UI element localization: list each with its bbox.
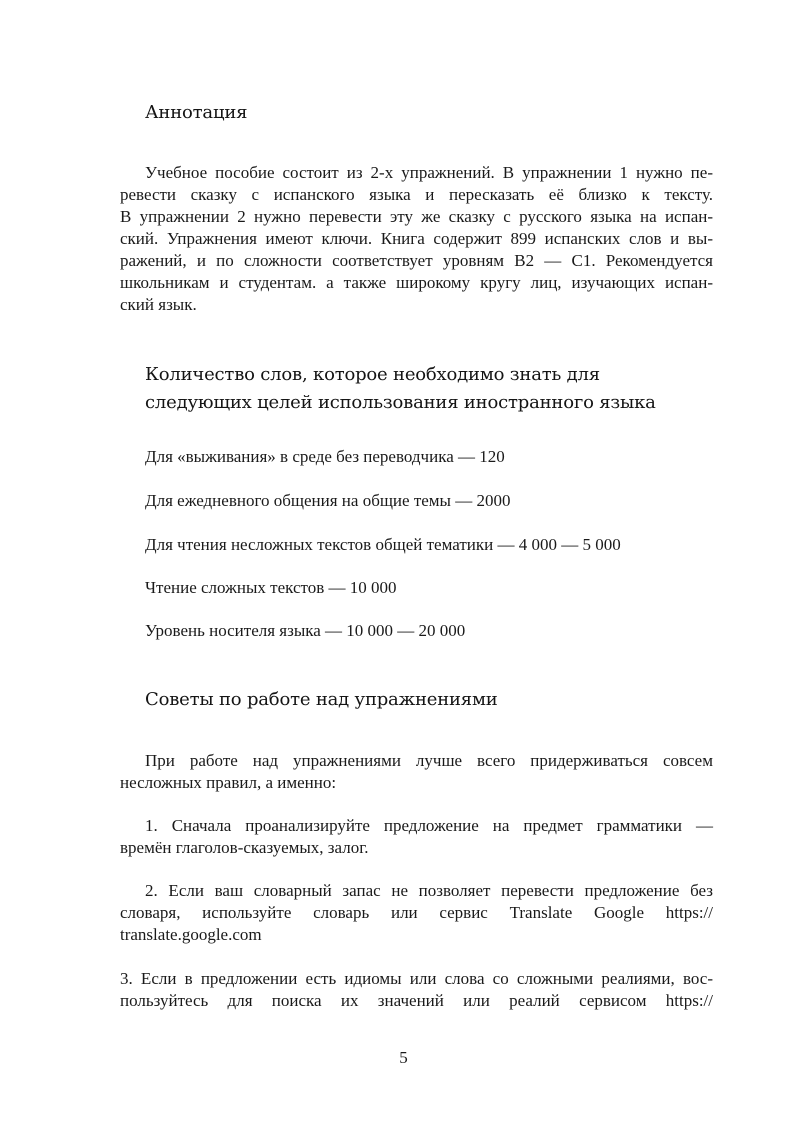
annotation-heading: Аннотация [145, 102, 248, 123]
annotation-line-7: ский язык. [120, 295, 197, 314]
tip-2-line-1: 2. Если ваш словарный запас не позволяет перевести предложение без [145, 881, 713, 900]
annotation-line-5: ражений, и по сложности соответствует уровням В2 — С1. Рекомендуется [120, 251, 713, 270]
annotation-line-4: ский. Упражнения имеют ключи. Книга содержит 899 испанских слов и вы- [120, 229, 713, 248]
vocabulary-heading-line-2: следующих целей использования иностранного языка [145, 392, 656, 413]
page-number: 5 [399, 1048, 408, 1067]
tip-3-line-1: 3. Если в предложении есть идиомы или слова со сложными реалиями, вос- [120, 969, 713, 988]
annotation-line-6: школьникам и студентам. а также широкому кругу лиц, изучающих испан- [120, 273, 713, 292]
tip-1-line-2: времён глаголов-сказуемых, залог. [120, 838, 369, 857]
tip-2-line-3: translate.google.com [120, 925, 262, 944]
vocabulary-item: Уровень носителя языка — 10 000 — 20 000 [145, 621, 466, 640]
vocabulary-heading-line-1: Количество слов, которое необходимо знать для [145, 364, 600, 385]
tips-intro-line-2: несложных правил, а именно: [120, 773, 337, 792]
tip-3-paragraph [120, 968, 713, 1012]
tip-3-line-2: пользуйтесь для поиска их значений или реалий сервисом https:// [120, 991, 713, 1010]
annotation-line-3: В упражнении 2 нужно перевести эту же сказку с русского языка на испан- [120, 207, 713, 226]
annotation-line-1: Учебное пособие состоит из 2-х упражнений. В упражнении 1 нужно пе- [145, 163, 713, 182]
vocabulary-item: Для «выживания» в среде без переводчика — 120 [145, 447, 505, 466]
tips-intro-paragraph [120, 750, 713, 794]
tip-2-line-2: словаря, используйте словарь или сервис Translate Google https:// [120, 903, 713, 922]
vocabulary-item: Для ежедневного общения на общие темы — 2000 [145, 491, 511, 510]
tips-intro-line-1: При работе над упражнениями лучше всего придерживаться совсем [145, 751, 713, 770]
annotation-line-2: ревести сказку с испанского языка и пересказать её близко к тексту. [120, 185, 713, 204]
vocabulary-heading [145, 361, 656, 417]
vocabulary-item: Чтение сложных текстов — 10 000 [145, 578, 397, 597]
tip-1-paragraph [120, 815, 713, 859]
tip-2-paragraph [120, 880, 713, 946]
vocabulary-item: Для чтения несложных текстов общей тематики — 4 000 — 5 000 [145, 535, 621, 554]
tips-heading: Советы по работе над упражнениями [145, 689, 498, 710]
tip-1-line-1: 1. Сначала проанализируйте предложение на предмет грамматики — [145, 816, 713, 835]
annotation-paragraph [120, 162, 713, 316]
